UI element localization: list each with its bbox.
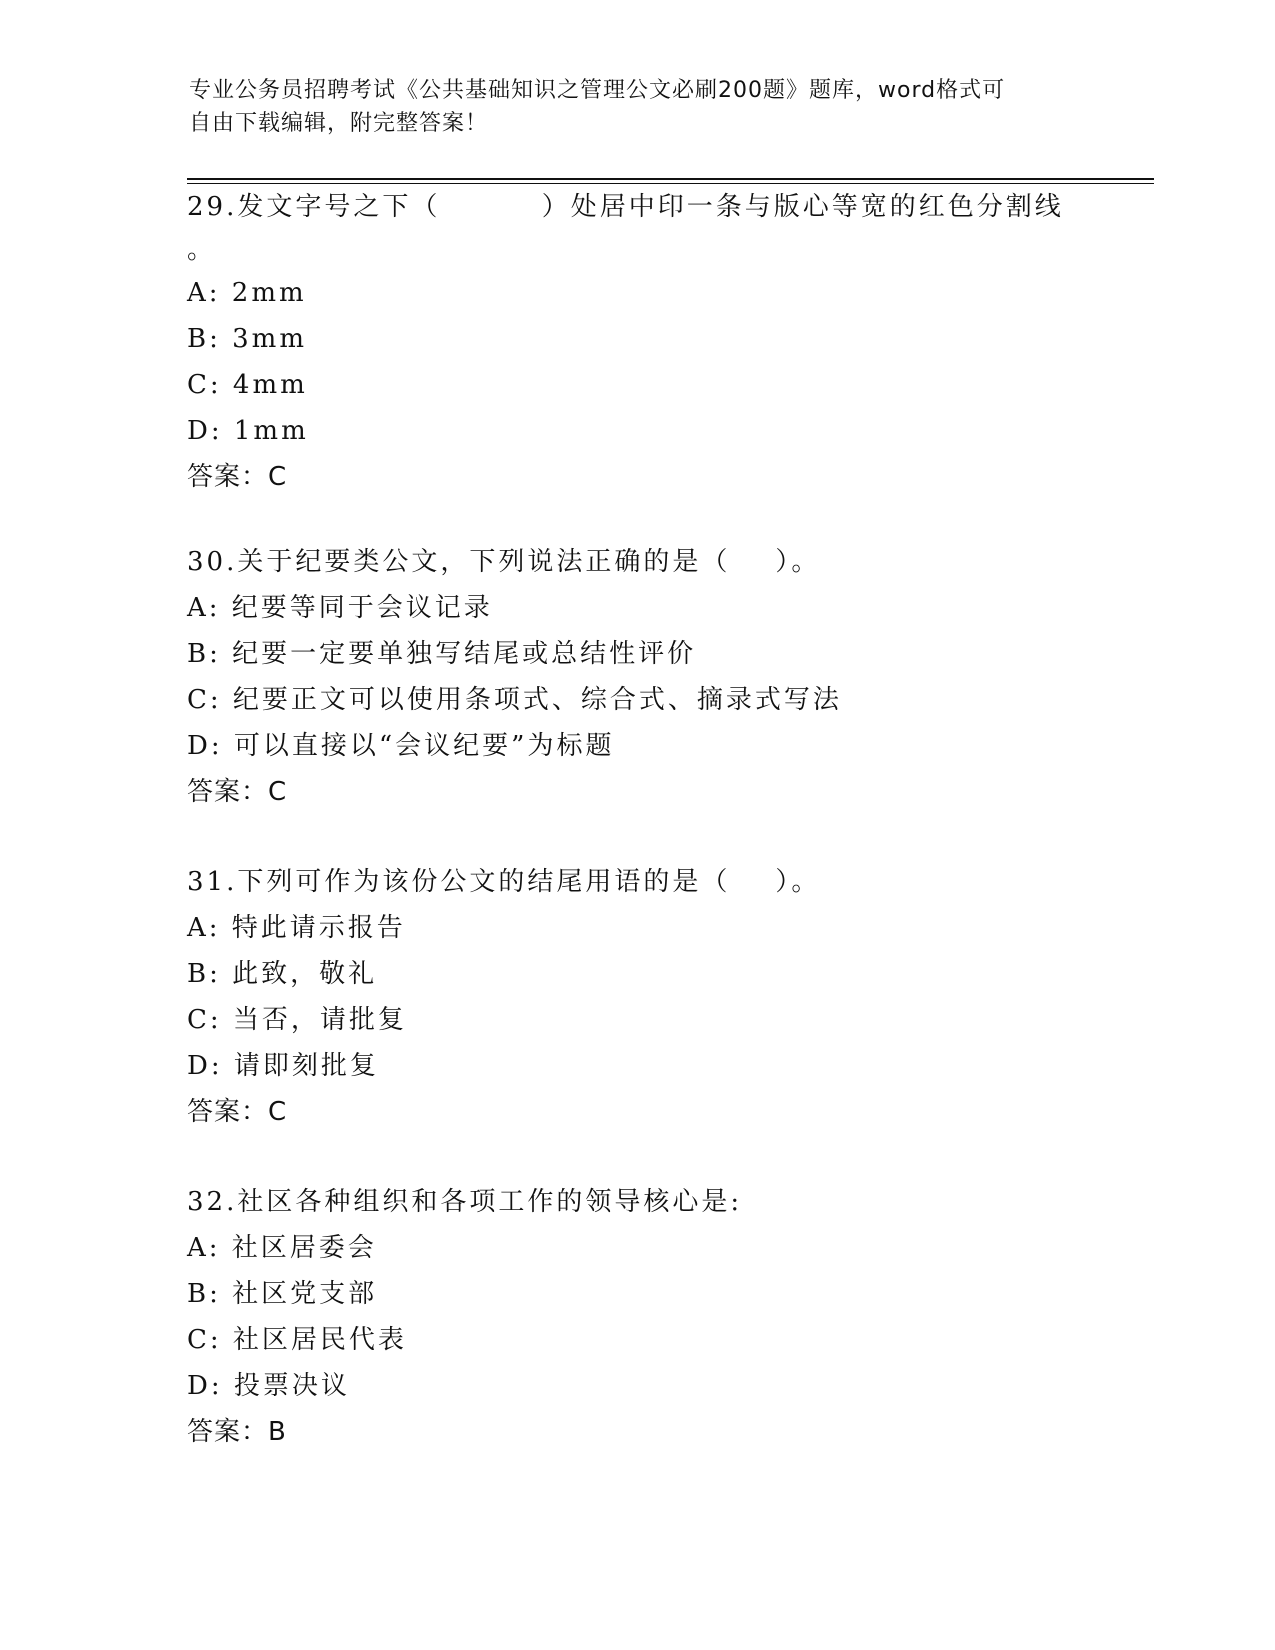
option-d: D: 1mm (187, 416, 309, 446)
answer: 答案：B (187, 1417, 287, 1447)
option-c: C: 当否，请批复 (187, 1005, 407, 1035)
option-d: D: 投票决议 (187, 1371, 350, 1401)
question-31 (187, 859, 1147, 1135)
question-stem: 32.社区各种组织和各项工作的领导核心是: (187, 1187, 743, 1217)
question-stem: 31.下列可作为该份公文的结尾用语的是（ ）。 (187, 867, 821, 897)
question-stem-continued: 。 (187, 235, 217, 265)
answer: 答案：C (187, 777, 288, 807)
header-line-1: 专业公务员招聘考试《公共基础知识之管理公文必刷200题》题库，word格式可 (189, 78, 1006, 103)
option-a: A: 特此请示报告 (187, 913, 406, 943)
option-c: C: 4mm (187, 370, 308, 400)
question-30 (187, 539, 1147, 815)
option-a: A: 纪要等同于会议记录 (187, 593, 493, 623)
option-a: A: 2mm (187, 278, 307, 308)
header-line-2: 自由下载编辑，附完整答案！ (189, 111, 489, 136)
option-b: B: 纪要一定要单独写结尾或总结性评价 (187, 639, 697, 669)
question-32 (187, 1179, 1147, 1455)
option-d: D: 请即刻批复 (187, 1051, 379, 1081)
question-stem: 30.关于纪要类公文，下列说法正确的是（ ）。 (187, 547, 821, 577)
option-b: B: 此致，敬礼 (187, 959, 378, 989)
option-d: D: 可以直接以“会议纪要”为标题 (187, 731, 615, 761)
document-header (189, 74, 1069, 140)
option-c: C: 纪要正文可以使用条项式、综合式、摘录式写法 (187, 685, 842, 715)
question-29 (187, 184, 1147, 500)
answer: 答案：C (187, 462, 288, 492)
answer: 答案：C (187, 1097, 288, 1127)
question-stem: 29.发文字号之下（ ）处居中印一条与版心等宽的红色分割线 (187, 192, 1064, 222)
option-b: B: 3mm (187, 324, 307, 354)
option-c: C: 社区居民代表 (187, 1325, 407, 1355)
option-b: B: 社区党支部 (187, 1279, 378, 1309)
option-a: A: 社区居委会 (187, 1233, 377, 1263)
